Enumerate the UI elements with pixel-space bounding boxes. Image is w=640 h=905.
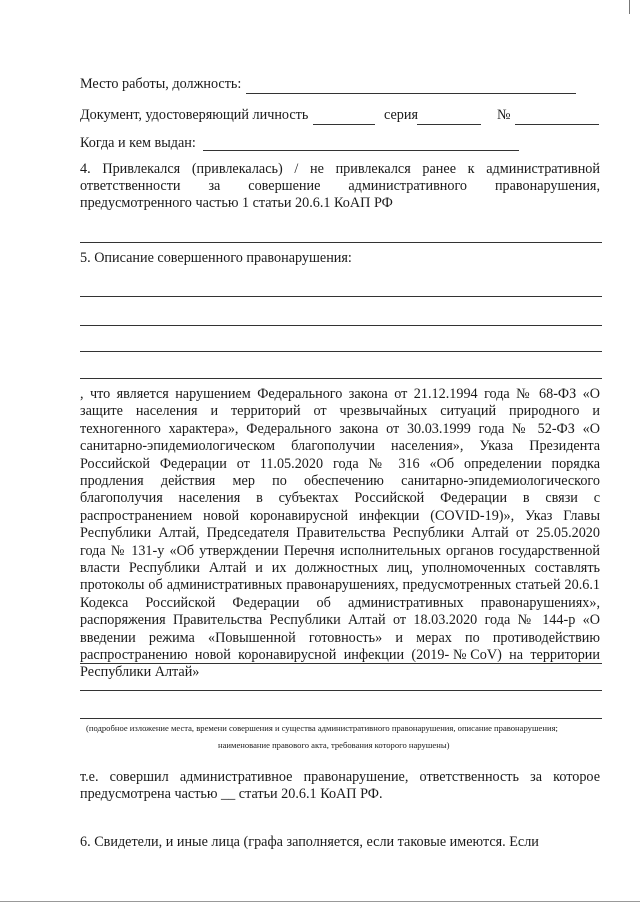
description-line-4[interactable] xyxy=(80,378,602,379)
scan-edge-mark xyxy=(629,0,640,14)
violation-line-13: Кодекса Российской Федерации об административных правонарушениях», xyxy=(80,594,600,611)
issued-label: Когда и кем выдан: xyxy=(80,135,196,151)
series-field[interactable] xyxy=(417,124,481,125)
section4-answer-line[interactable] xyxy=(80,242,602,243)
page-bottom-edge xyxy=(0,901,640,902)
id-document-field[interactable] xyxy=(313,124,375,125)
violation-line-5: Российской Федерации от 11.05.2020 года № 316 «Об определении порядка xyxy=(80,455,600,472)
violation-line-11: власти Республики Алтай и их должностных лиц, уполномоченных составлять xyxy=(80,560,600,576)
number-label: № xyxy=(497,107,511,123)
description-line-2[interactable] xyxy=(80,325,602,326)
section4-line-1: 4. Привлекался (привлекалась) / не привлекался ранее к административной xyxy=(80,161,600,177)
violation-line-16: распространению новой коронавирусной инфекции (2019-№CoV) на территории xyxy=(80,647,600,663)
section4-line-3: предусмотренного частью 1 статьи 20.6.1 КоАП РФ xyxy=(80,195,393,211)
continuation-line-3[interactable] xyxy=(80,718,602,719)
workplace-label: Место работы, должность: xyxy=(80,76,242,92)
violation-line-8: распространением новой коронавирусной инфекции (COVID-19)», Указ Главы xyxy=(80,507,600,524)
violation-line-3: техногенного характера», Федерального закона от 30.03.1999 года № 52-ФЗ «О xyxy=(80,420,600,437)
section5-heading: 5. Описание совершенного правонарушения: xyxy=(80,250,352,266)
description-line-1[interactable] xyxy=(80,296,602,297)
violation-line-2: защите населения и территорий от чрезвычайных ситуаций природного и xyxy=(80,403,600,420)
violation-line-17: Республики Алтай» xyxy=(80,664,200,681)
conclusion-line-1: т.е. совершил административное правонарушение, ответственность за которое xyxy=(80,769,600,785)
id-document-label: Документ, удостоверяющий личность xyxy=(80,107,309,123)
conclusion-line-2: предусмотрена частью __ статьи 20.6.1 КоАП РФ. xyxy=(80,786,383,802)
violation-line-4: санитарно-эпидемиологическом благополучии населения», Указа Президента xyxy=(80,438,600,455)
footnote-line-2: наименование правового акта, требования которого нарушены) xyxy=(218,740,450,750)
description-line-3[interactable] xyxy=(80,351,602,352)
violation-line-9: Республики Алтай, Председателя Правительства Республики Алтай от 25.05.2020 xyxy=(80,525,600,542)
violation-line-7: благополучия населения в субъектах Российской Федерации в связи с xyxy=(80,490,600,507)
workplace-field[interactable] xyxy=(246,93,576,94)
section6-line-1: 6. Свидетели, и иные лица (графа заполняется, если таковые имеются. Если xyxy=(80,834,539,850)
number-field[interactable] xyxy=(515,124,599,125)
violation-line-6: продления действия мер по обеспечению санитарно-эпидемиологического xyxy=(80,473,600,489)
section4-line-2: ответственности за совершение административного правонарушения, xyxy=(80,178,600,194)
violation-line-15: введении режима «Повышенной готовность» и мерах по противодействию xyxy=(80,629,600,646)
violation-line-14: распоряжения Правительства Республики Алтай от 18.03.2020 года № 144-р «О xyxy=(80,612,600,629)
issued-field[interactable] xyxy=(203,150,519,151)
violation-line-12: протоколы об административных правонарушениях, предусмотренных статьей 20.6.1 xyxy=(80,577,600,594)
violation-line-1: , что является нарушением Федерального закона от 21.12.1994 года № 68-ФЗ «О xyxy=(80,386,600,402)
violation-line-10: года № 131-у «Об утверждении Перечня исполнительных органов государственной xyxy=(80,542,600,559)
continuation-line-1[interactable] xyxy=(80,663,602,664)
footnote-line-1: (подробное изложение места, времени совершения и существа административного правонарушения, описание правонарушения; xyxy=(86,723,558,733)
series-label: серия xyxy=(384,107,418,123)
continuation-line-2[interactable] xyxy=(80,690,602,691)
